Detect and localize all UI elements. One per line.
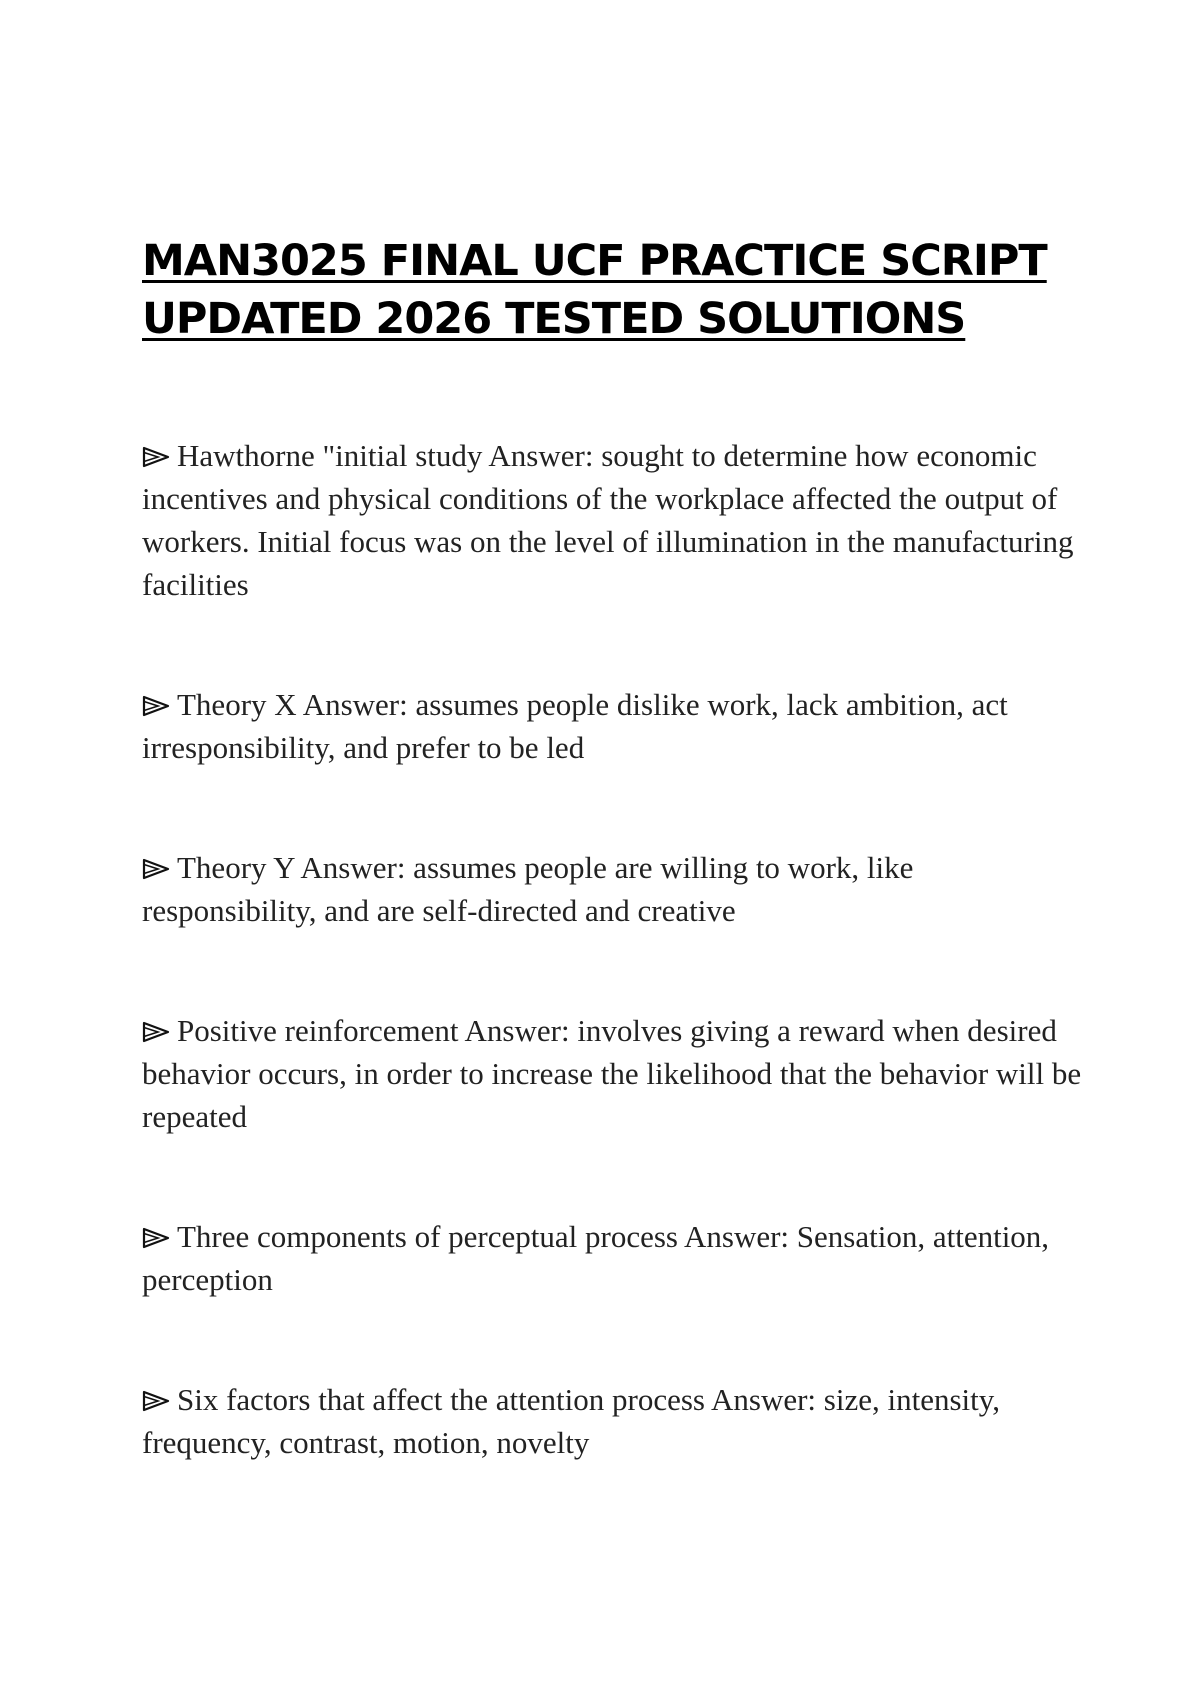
qa-item-positive-reinforcement xyxy=(142,1009,1082,1138)
qa-item-theory-y xyxy=(142,846,1082,932)
qa-text: Theory X Answer: assumes people dislike work, lack ambition, act irresponsibility, and prefer to be led xyxy=(142,687,1008,765)
qa-text: Three components of perceptual process Answer: Sensation, attention, perception xyxy=(142,1219,1050,1297)
arrow-bullet-icon xyxy=(142,858,170,880)
arrow-bullet-icon xyxy=(142,1390,170,1412)
qa-item-hawthorne xyxy=(142,434,1082,606)
qa-text: Theory Y Answer: assumes people are willing to work, like responsibility, and are self-directed and creative xyxy=(142,850,914,928)
arrow-bullet-icon xyxy=(142,695,170,717)
qa-text: Hawthorne "initial study Answer: sought to determine how economic incentives and physical conditions of the workplace affected the output of workers. Initial focus was on the level of illumination in the manufacturing facilities xyxy=(142,438,1074,602)
qa-text: Six factors that affect the attention process Answer: size, intensity, frequency, contrast, motion, novelty xyxy=(142,1382,1000,1460)
qa-text: Positive reinforcement Answer: involves giving a reward when desired behavior occurs, in order to increase the likelihood that the behavior will be repeated xyxy=(142,1013,1082,1134)
arrow-bullet-icon xyxy=(142,446,170,468)
title-line-1: MAN3025 FINAL UCF PRACTICE SCRIPT xyxy=(142,236,1047,286)
arrow-bullet-icon xyxy=(142,1227,170,1249)
arrow-bullet-icon xyxy=(142,1021,170,1043)
qa-item-attention-factors xyxy=(142,1378,1082,1464)
document-title xyxy=(142,232,1082,348)
qa-item-theory-x xyxy=(142,683,1082,769)
qa-list xyxy=(142,434,1082,1541)
qa-item-perceptual-process xyxy=(142,1215,1082,1301)
title-line-2: UPDATED 2026 TESTED SOLUTIONS xyxy=(142,294,966,344)
